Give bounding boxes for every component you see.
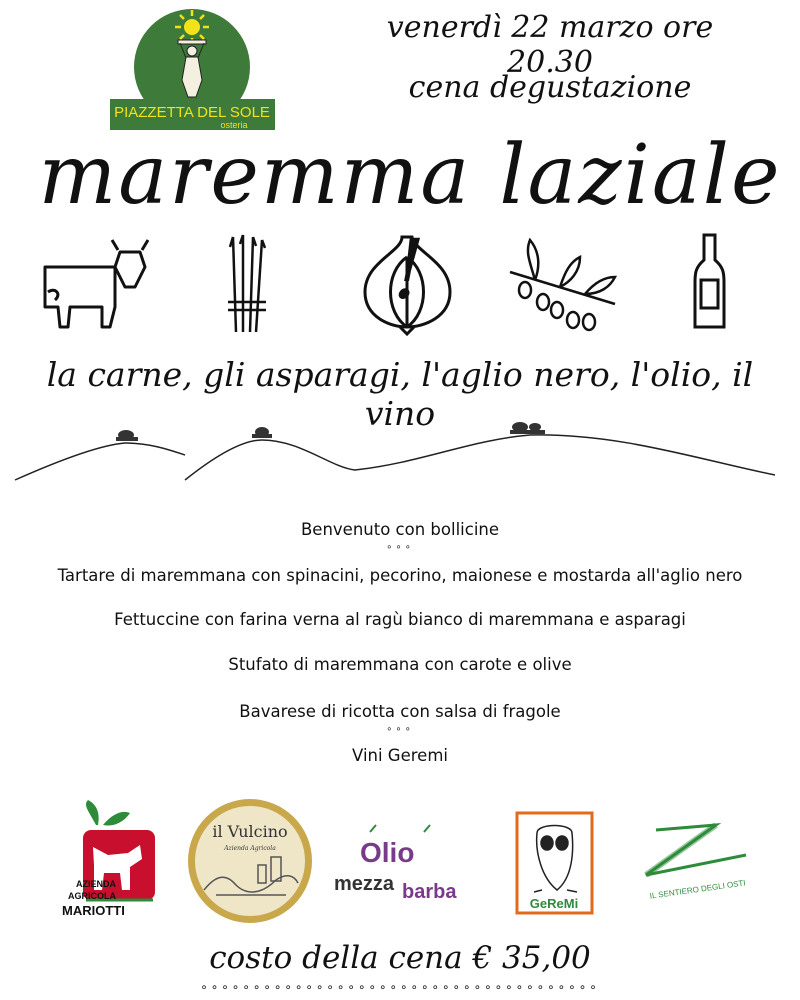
- olio-mezzabarba-logo: [332, 820, 467, 900]
- piazzetta-del-sole-logo: [110, 5, 275, 130]
- event-title: maremma laziale !: [38, 128, 782, 318]
- geremi-name: GeReMi: [529, 896, 579, 911]
- hills-illustration: [0, 415, 800, 495]
- price-separator: ∘∘∘∘∘∘∘∘∘∘∘∘∘∘∘∘∘∘∘∘∘∘∘∘∘∘∘∘∘∘∘∘∘∘∘∘∘∘: [200, 980, 600, 994]
- geremi-logo: [512, 808, 597, 918]
- menu-separator: ∘∘∘: [386, 724, 414, 735]
- olive-branch-icon: [505, 232, 620, 337]
- mariotti-line2: AGRICOLA: [68, 891, 116, 901]
- sentiero-degli-osti-logo: [636, 820, 761, 900]
- menu-welcome: Benvenuto con bollicine: [300, 520, 500, 539]
- mariotti-logo: [38, 795, 163, 935]
- dinner-price: costo della cena € 35,00: [209, 940, 591, 976]
- vulcino-logo: [186, 795, 314, 930]
- menu-dessert: Bavarese di ricotta con salsa di fragole: [239, 702, 561, 721]
- asparagus-icon: [218, 232, 278, 337]
- garlic-icon: [360, 232, 455, 337]
- logo-subtitle: osteria: [220, 120, 248, 130]
- olio-wordmark: Olio: [360, 837, 415, 868]
- wine-bottle-icon: [692, 232, 727, 332]
- sentiero-name: IL SENTIERO DEGLI OSTI: [649, 878, 747, 900]
- menu-dish-fettuccine: Fettuccine con farina verna al ragù bianco di maremmana e asparagi: [114, 610, 686, 629]
- mezza-wordmark: mezza: [334, 873, 395, 895]
- menu-dish-stufato: Stufato di maremmana con carote e olive: [228, 655, 572, 674]
- vulcino-subtitle: Azienda Agricola: [224, 845, 276, 852]
- menu-wine: Vini Geremi: [352, 746, 448, 765]
- event-date: venerdì 22 marzo ore 20.30: [386, 10, 714, 80]
- ingredients-list: la carne, gli asparagi, l'aglio nero, l'olio, il vino: [46, 355, 754, 433]
- event-type: cena degustazione: [408, 70, 692, 105]
- mariotti-line3: MARIOTTI: [62, 903, 125, 918]
- menu-separator: ∘∘∘: [386, 542, 414, 553]
- tree-icon: [116, 422, 545, 441]
- menu-dish-tartare: Tartare di maremmana con spinacini, pecorino, maionese e mostarda all'aglio nero: [57, 566, 743, 585]
- mariotti-line1: AZIENDA: [76, 879, 116, 889]
- cow-icon: [40, 232, 150, 337]
- sun-icon: [175, 10, 209, 44]
- barba-wordmark: barba: [402, 881, 457, 900]
- vulcino-name: il Vulcino: [212, 822, 288, 841]
- logo-name: PIAZZETTA DEL SOLE: [114, 104, 270, 121]
